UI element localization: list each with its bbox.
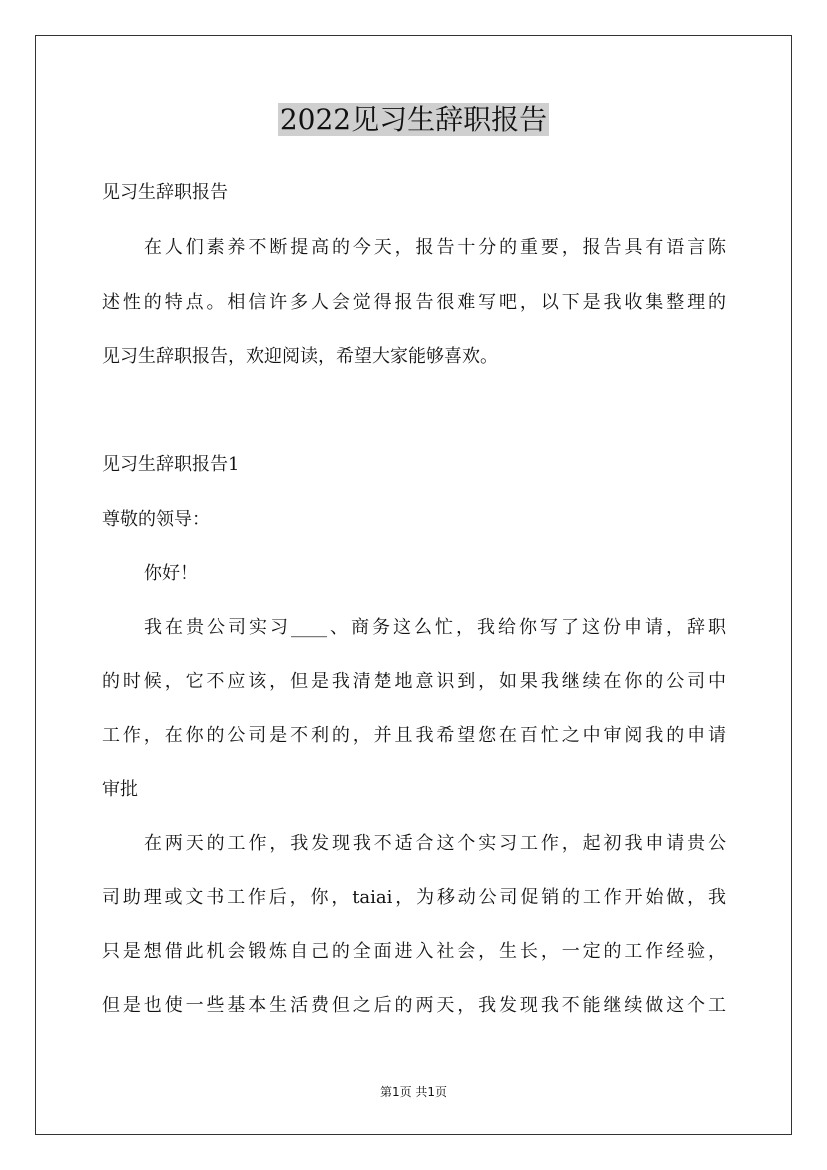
paragraph1-line-1: 我在贵公司实习____、商务这么忙，我给你写了这份申请，辞职: [144, 617, 726, 638]
paragraph2-line-3: 只是想借此机会锻炼自己的全面进入社会，生长，一定的工作经验，: [102, 941, 726, 962]
paragraph2-line-4: 但是也使一些基本生活费但之后的两天，我发现我不能继续做这个工: [102, 995, 726, 1016]
intro-line-2: 述性的特点。相信许多人会觉得报告很难写吧，以下是我收集整理的: [102, 292, 726, 313]
paragraph2-line-1: 在两天的工作，我发现我不适合这个实习工作，起初我申请贵公: [144, 833, 726, 854]
paragraph1-line-2: 的时候，它不应该，但是我清楚地意识到，如果我继续在你的公司中: [102, 671, 726, 692]
paragraph1-line-4: 审批: [102, 779, 138, 800]
document-subtitle: 见习生辞职报告: [102, 182, 228, 203]
salutation: 尊敬的领导：: [102, 509, 210, 530]
page-footer: 第1页 共1页: [379, 1085, 448, 1099]
document-title: [0, 100, 827, 140]
intro-line-3: 见习生辞职报告，欢迎阅读，希望大家能够喜欢。: [102, 346, 498, 367]
paragraph1-line-3: 工作，在你的公司是不利的，并且我希望您在百忙之中审阅我的申请: [102, 725, 726, 746]
document-title-text: 2022见习生辞职报告: [279, 103, 548, 136]
paragraph2-line-2: 司助理或文书工作后，你，taiai，为移动公司促销的工作开始做，我: [102, 887, 726, 908]
greeting: 你好！: [144, 563, 198, 584]
intro-line-1: 在人们素养不断提高的今天，报告十分的重要，报告具有语言陈: [144, 237, 726, 258]
section-title: 见习生辞职报告1: [102, 454, 240, 475]
